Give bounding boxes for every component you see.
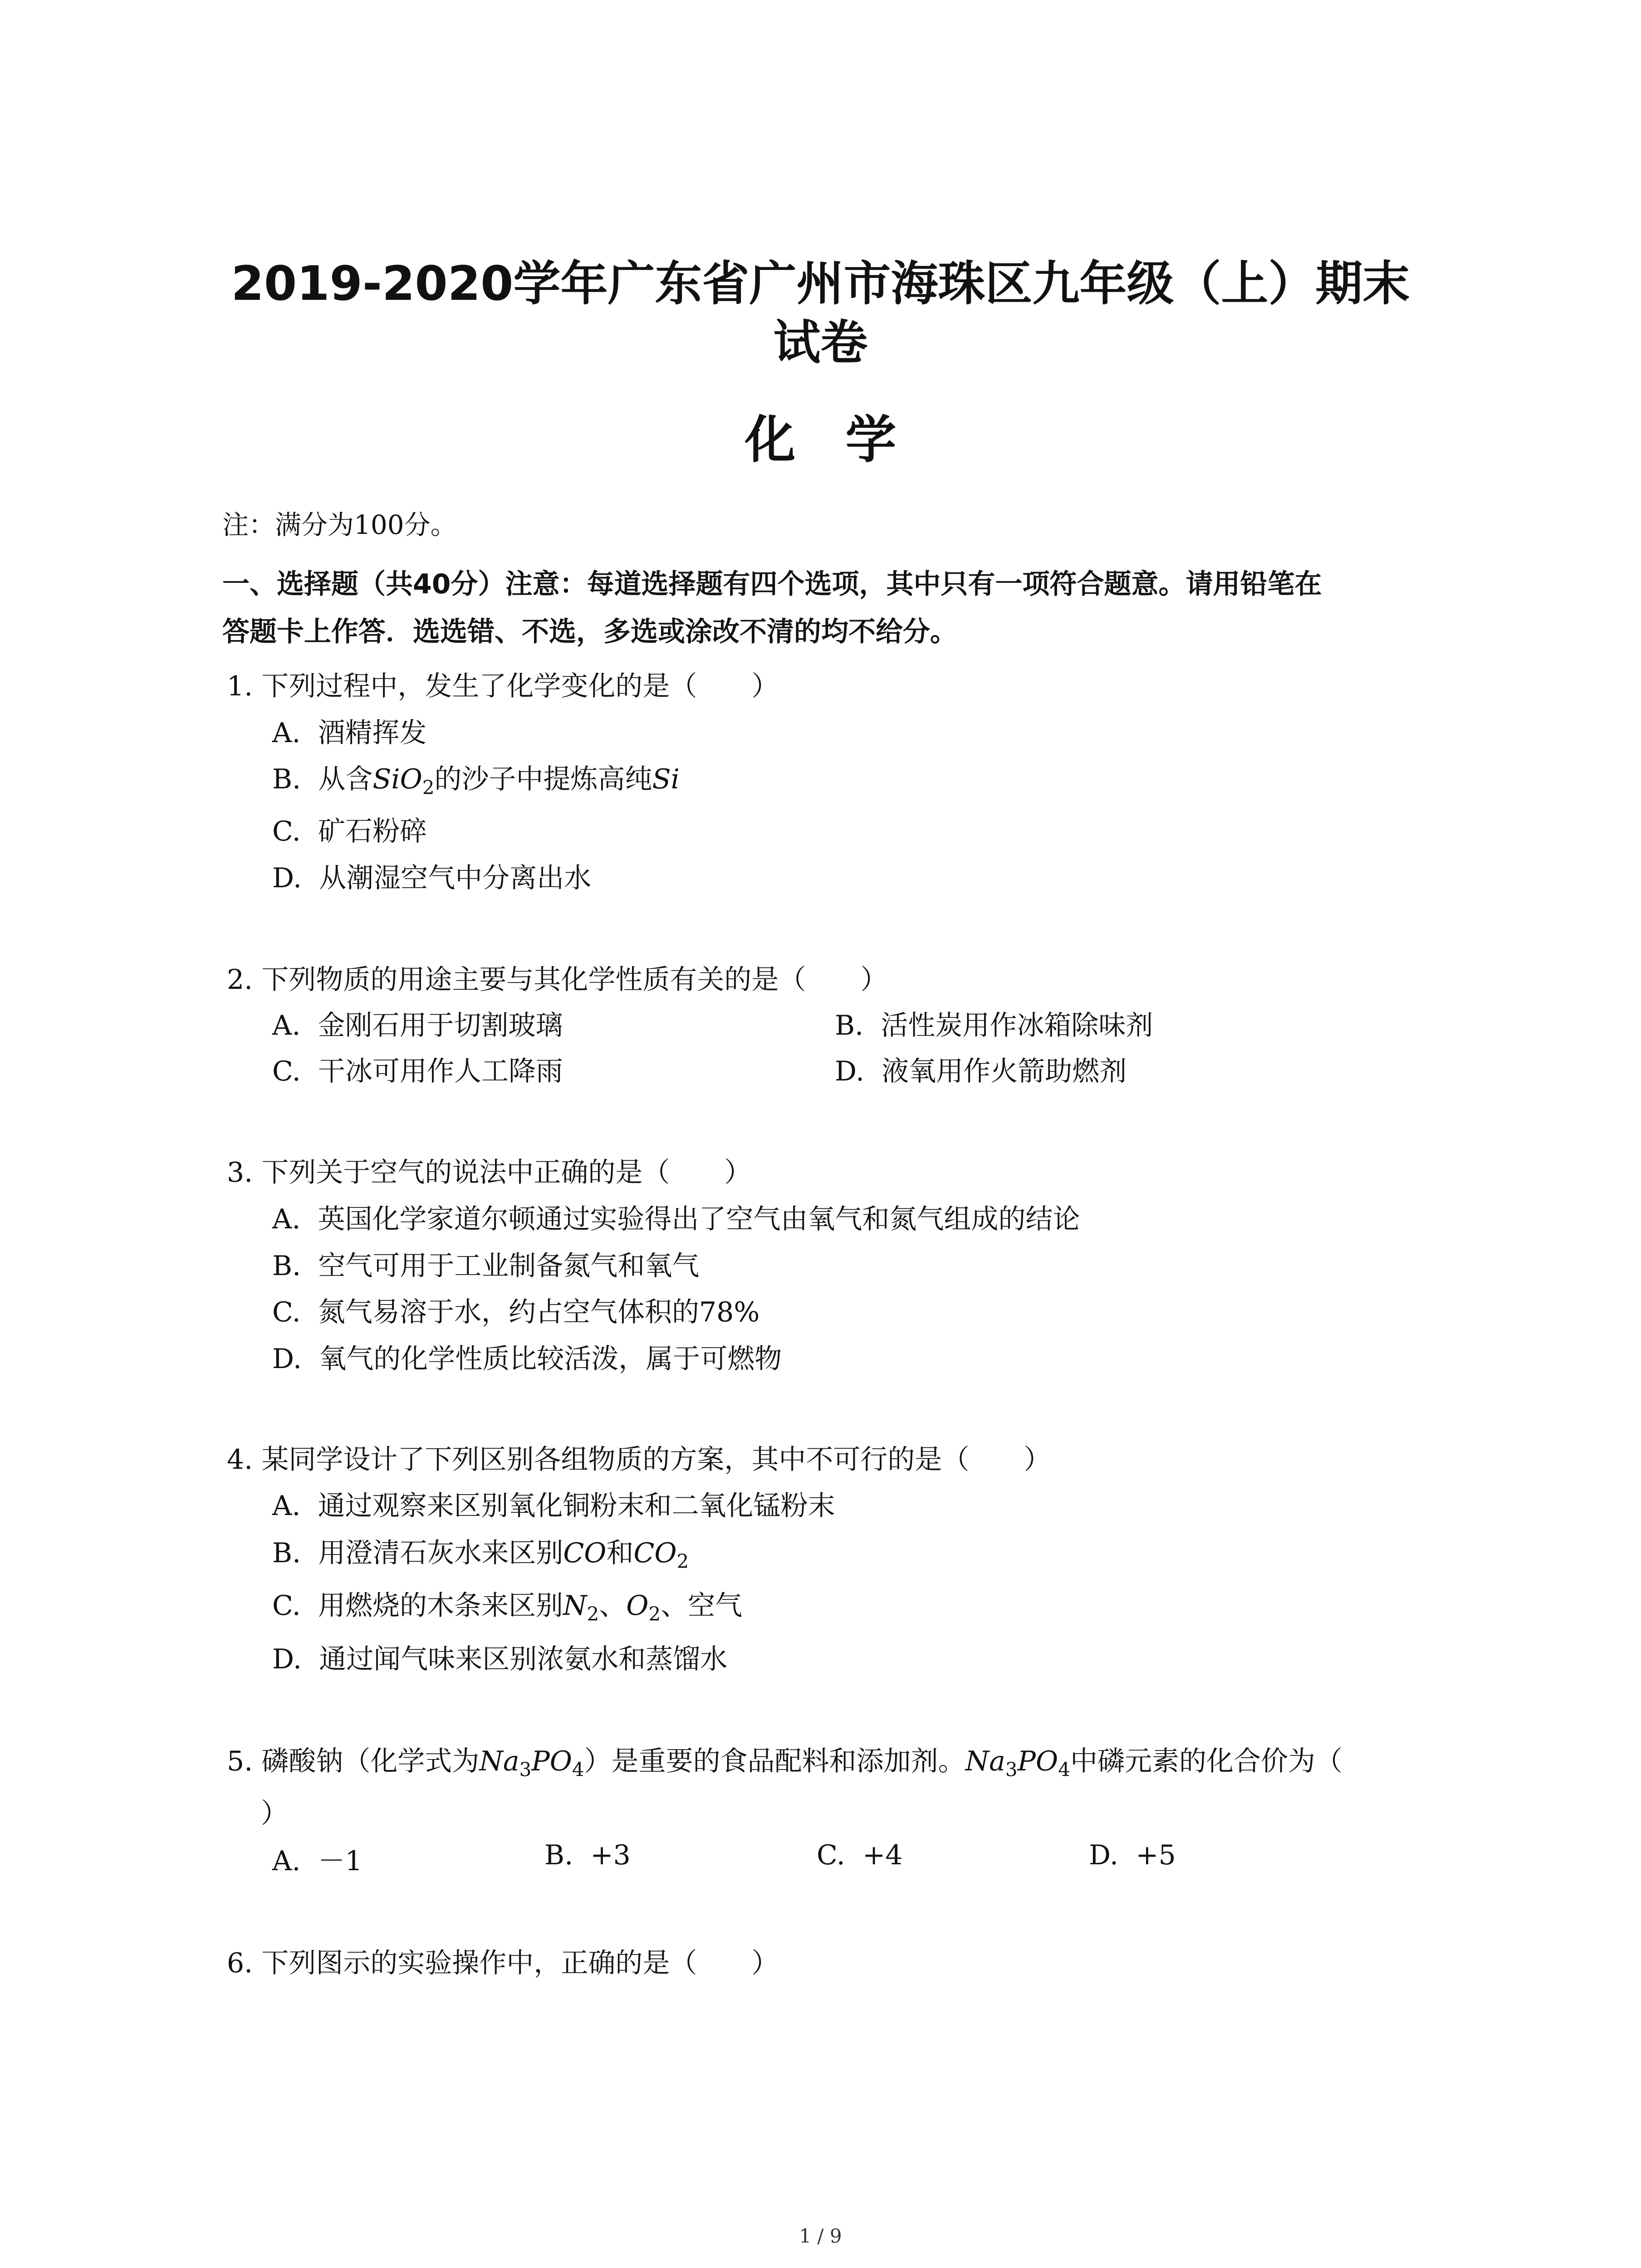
option-text: 用澄清石灰水来区别 xyxy=(318,1537,563,1569)
question-2-option-d xyxy=(835,1050,1127,1089)
option-text: 干冰可用作人工降雨 xyxy=(318,1056,563,1087)
question-4-option-a xyxy=(272,1484,835,1523)
option-label: B. xyxy=(272,1250,301,1282)
option-text: 液氧用作火箭助燃剂 xyxy=(882,1056,1127,1087)
question-6-stem: 6. 下列图示的实验操作中，正确的是（ ） xyxy=(227,1947,779,1979)
formula: O xyxy=(626,1590,649,1622)
option-text: －1 xyxy=(318,1845,362,1877)
formula: Si xyxy=(652,763,680,795)
option-label: D. xyxy=(1089,1839,1119,1871)
formula: Na xyxy=(479,1745,519,1777)
option-label: B. xyxy=(835,1010,864,1041)
question-1-option-b xyxy=(272,758,680,799)
question-5-stem xyxy=(227,1740,1342,1781)
formula-subscript: 4 xyxy=(572,1758,584,1781)
option-label: D. xyxy=(272,1643,302,1675)
question-3-option-c xyxy=(272,1290,759,1330)
question-4-option-b xyxy=(272,1531,689,1573)
option-label: A. xyxy=(272,1010,301,1041)
option-label: B. xyxy=(544,1839,573,1871)
option-label: C. xyxy=(272,1590,301,1622)
formula-subscript: 3 xyxy=(519,1758,532,1781)
formula-subscript: 2 xyxy=(587,1603,599,1625)
formula: N xyxy=(563,1590,587,1622)
option-text: 活性炭用作冰箱除味剂 xyxy=(881,1010,1153,1041)
option-text: 空气可用于工业制备氮气和氧气 xyxy=(318,1250,700,1282)
option-label: C. xyxy=(272,1296,301,1328)
option-text: +4 xyxy=(862,1839,903,1871)
option-text: 用燃烧的木条来区别 xyxy=(318,1590,563,1622)
option-label: D. xyxy=(272,862,302,894)
option-label: C. xyxy=(817,1839,845,1871)
question-1-stem: 1. 下列过程中，发生了化学变化的是（ ） xyxy=(227,670,779,702)
option-label: A. xyxy=(272,1203,301,1235)
option-text: +5 xyxy=(1136,1839,1176,1871)
option-label: B. xyxy=(272,1537,301,1569)
option-text: 酒精挥发 xyxy=(318,717,427,749)
question-5-option-d xyxy=(1089,1839,1176,1871)
formula: CO xyxy=(563,1537,607,1569)
exam-title-line1: 2019-2020学年广东省广州市海珠区九年级（上）期末 xyxy=(231,256,1410,311)
option-text: 氧气的化学性质比较活泼，属于可燃物 xyxy=(319,1343,782,1375)
option-label: B. xyxy=(272,763,301,795)
stem-text: 5. 磷酸钠（化学式为 xyxy=(227,1745,480,1777)
option-label: D. xyxy=(272,1343,302,1375)
formula-subscript: 3 xyxy=(1005,1758,1018,1781)
question-1-option-d xyxy=(272,856,591,895)
option-text: 从潮湿空气中分离出水 xyxy=(319,862,592,894)
question-4-option-c xyxy=(272,1584,742,1625)
question-3-stem: 3. 下列关于空气的说法中正确的是（ ） xyxy=(227,1157,752,1188)
question-1-option-a xyxy=(272,711,427,750)
option-label: C. xyxy=(272,816,301,847)
question-5-option-c xyxy=(817,1839,902,1871)
question-5-stem-line2: ） xyxy=(261,1798,288,1829)
stem-text: 中磷元素的化合价为（ xyxy=(1070,1745,1342,1777)
formula: SiO xyxy=(372,763,422,795)
exam-title-line2: 试卷 xyxy=(773,315,868,370)
question-4-stem: 4. 某同学设计了下列区别各组物质的方案，其中不可行的是（ ） xyxy=(227,1444,1051,1476)
option-text: 氮气易溶于水，约占空气体积的78% xyxy=(318,1296,760,1328)
question-5-option-b xyxy=(544,1839,631,1871)
option-text: 通过观察来区别氧化铜粉末和二氧化锰粉末 xyxy=(318,1490,835,1522)
section-heading-line2: 答题卡上作答．选选错、不选，多选或涂改不清的均不给分。 xyxy=(222,616,957,648)
option-text: +3 xyxy=(590,1839,631,1871)
question-4-option-d xyxy=(272,1637,727,1677)
formula: PO xyxy=(1017,1745,1058,1777)
question-1-option-c xyxy=(272,810,427,849)
formula: CO xyxy=(633,1537,677,1569)
option-label: A. xyxy=(272,717,301,749)
question-3-option-d xyxy=(272,1337,782,1376)
formula: PO xyxy=(531,1745,572,1777)
formula-subscript: 2 xyxy=(422,776,435,799)
option-text: 、 xyxy=(599,1590,627,1622)
score-note: 注：满分为100分。 xyxy=(222,509,457,540)
question-3-option-b xyxy=(272,1244,699,1283)
section-heading-line1: 一、选择题（共40分）注意：每道选择题有四个选项，其中只有一项符合题意。请用铅笔在 xyxy=(222,568,1322,600)
question-2-option-b xyxy=(835,1004,1153,1043)
page-number: 1 / 9 xyxy=(799,2225,842,2247)
option-label: A. xyxy=(272,1490,301,1522)
option-text: 金刚石用于切割玻璃 xyxy=(318,1010,563,1041)
question-2-stem: 2. 下列物质的用途主要与其化学性质有关的是（ ） xyxy=(227,964,888,996)
formula: Na xyxy=(965,1745,1005,1777)
option-text: 从含 xyxy=(318,763,373,795)
question-2-option-a xyxy=(272,1004,563,1043)
option-text: 、空气 xyxy=(661,1590,743,1622)
question-3-option-a xyxy=(272,1198,1080,1237)
option-label: A. xyxy=(272,1845,301,1877)
formula-subscript: 2 xyxy=(676,1550,689,1573)
question-2-option-c xyxy=(272,1050,563,1089)
subject-title: 化学 xyxy=(745,411,946,469)
option-text: 英国化学家道尔顿通过实验得出了空气由氧气和氮气组成的结论 xyxy=(318,1203,1080,1235)
stem-text: ）是重要的食品配料和添加剂。 xyxy=(584,1745,965,1777)
option-text: 矿石粉碎 xyxy=(318,816,427,847)
formula-subscript: 2 xyxy=(648,1603,661,1625)
question-5-option-a xyxy=(272,1839,362,1878)
option-text: 通过闻气味来区别浓氨水和蒸馏水 xyxy=(319,1643,728,1675)
option-text: 和 xyxy=(606,1537,634,1569)
formula-subscript: 4 xyxy=(1058,1758,1070,1781)
option-label: C. xyxy=(272,1056,301,1087)
option-label: D. xyxy=(835,1056,865,1087)
option-text: 的沙子中提炼高纯 xyxy=(434,763,652,795)
